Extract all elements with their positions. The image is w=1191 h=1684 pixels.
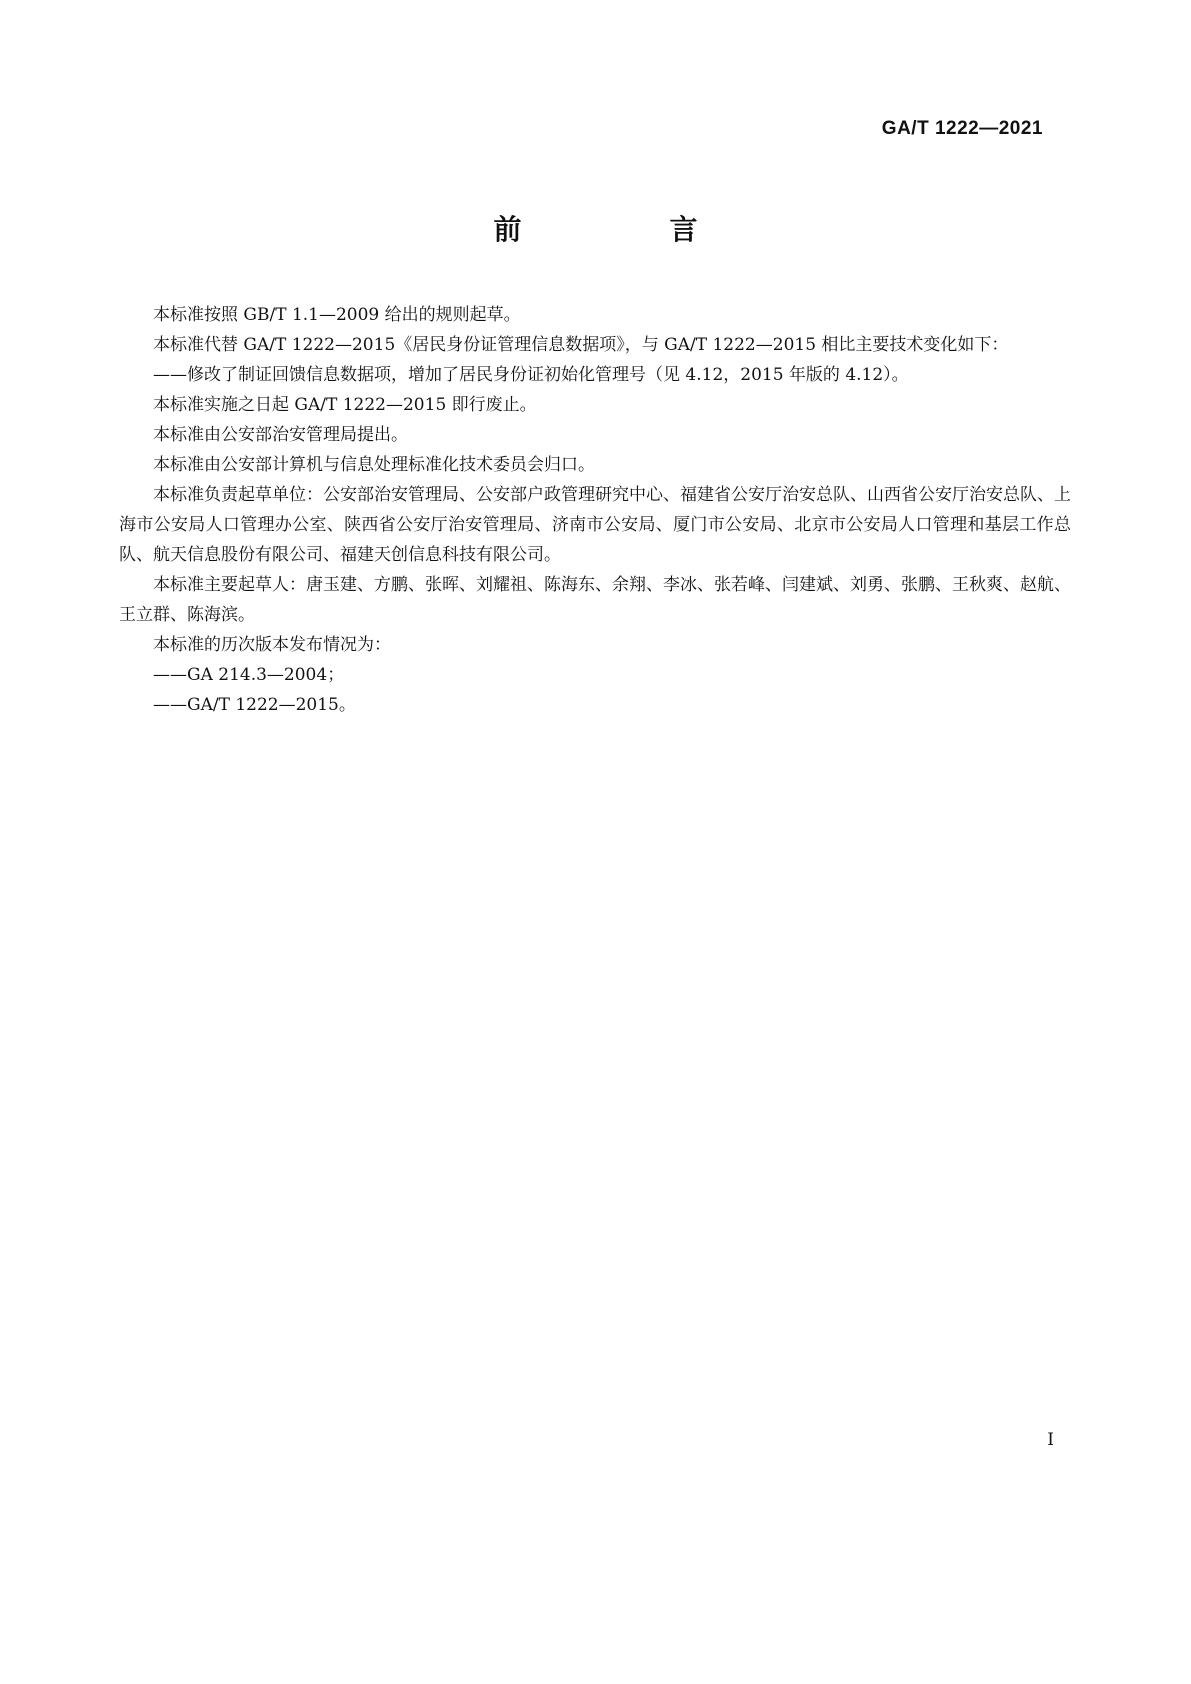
standard-number: GA/T 1222—2021	[881, 118, 1043, 139]
paragraph-history-intro: 本标准的历次版本发布情况为：	[153, 635, 391, 655]
paragraph-change-item: ——修改了制证回馈信息数据项，增加了居民身份证初始化管理号（见 4.12，2015 年版的 4.12）。	[153, 365, 909, 385]
paragraph-drafting-units: 本标准负责起草单位：公安部治安管理局、公安部户政管理研究中心、福建省公安厅治安总队、山西省公安厅治安总队、上海市公安局人口管理办公室、陕西省公安厅治安管理局、济南市公安局、厦门市公安局、北京市公安局人口管理和基层工作总队、航天信息股份有限公司、福建天创信息科技有限公司。	[119, 485, 1071, 565]
page-number: I	[1047, 1430, 1054, 1450]
paragraph-replacement: 本标准代替 GA/T 1222—2015《居民身份证管理信息数据项》，与 GA/T 1222—2015 相比主要技术变化如下：	[153, 335, 1009, 355]
page-title: 前 言	[493, 213, 758, 246]
paragraph-abolish: 本标准实施之日起 GA/T 1222—2015 即行废止。	[153, 395, 537, 415]
paragraph-drafting-rules: 本标准按照 GB/T 1.1—2009 给出的规则起草。	[153, 305, 521, 325]
document-body	[119, 300, 1071, 720]
paragraph-proposed-by: 本标准由公安部治安管理局提出。	[153, 425, 408, 445]
paragraph-history-item: ——GA/T 1222—2015。	[153, 695, 356, 715]
paragraph-drafters: 本标准主要起草人：唐玉建、方鹏、张晖、刘耀祖、陈海东、余翔、李冰、张若峰、闫建斌、刘勇、张鹏、王秋爽、赵航、王立群、陈海滨。	[119, 575, 1071, 625]
paragraph-centralized-by: 本标准由公安部计算机与信息处理标准化技术委员会归口。	[153, 455, 595, 475]
paragraph-history-item: ——GA 214.3—2004；	[153, 665, 345, 685]
